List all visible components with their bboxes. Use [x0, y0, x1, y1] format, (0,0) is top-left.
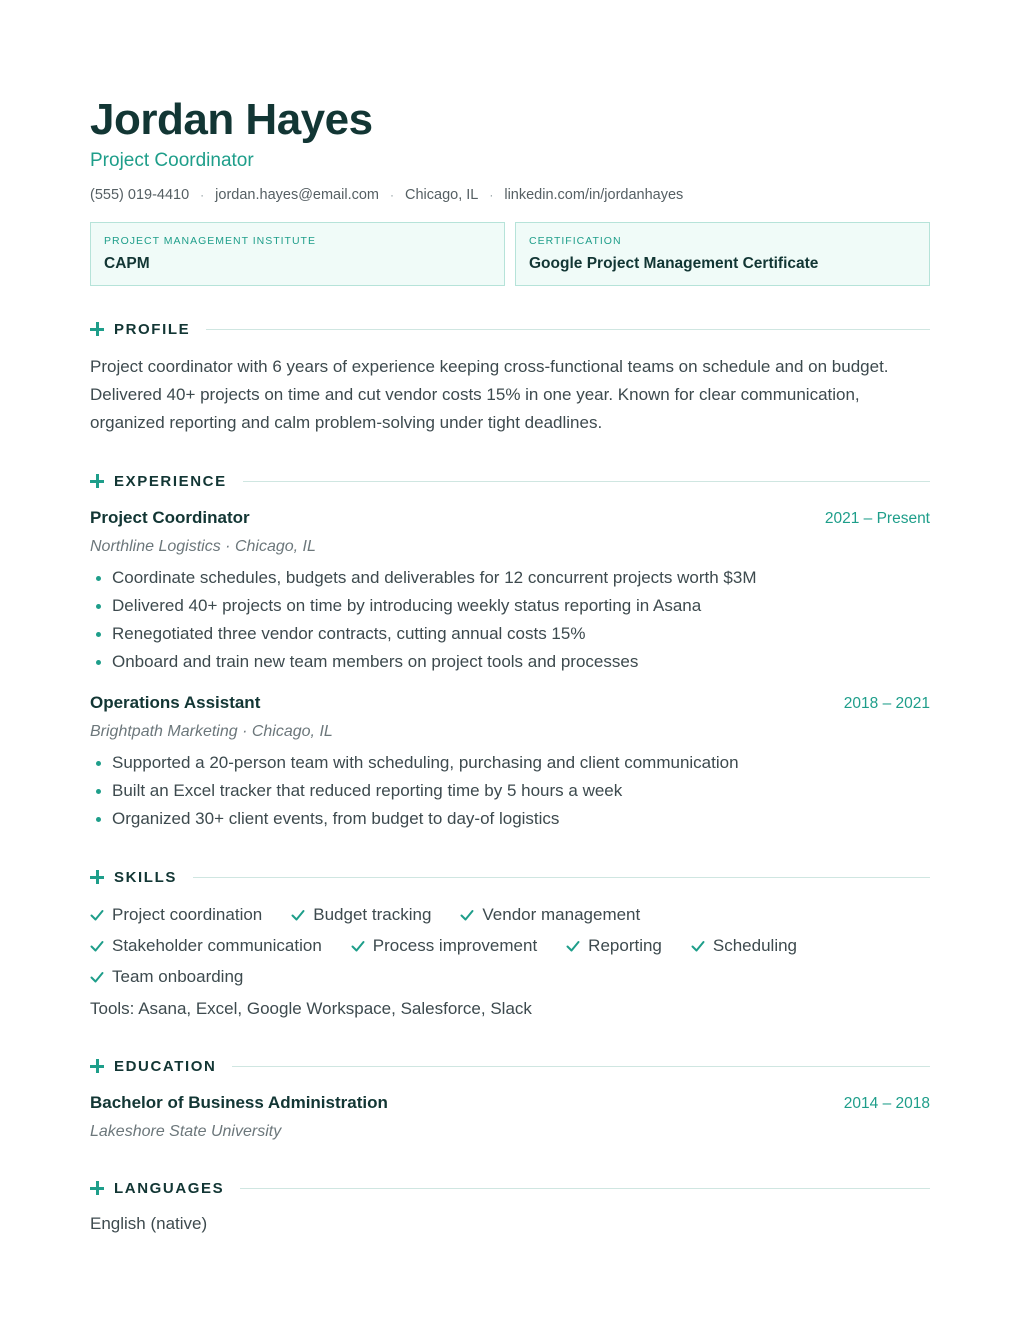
school-name: Lakeshore State University [90, 1123, 282, 1140]
section-title: LANGUAGES [114, 1179, 225, 1197]
skill-label: Process improvement [372, 936, 538, 955]
section-header-experience [90, 471, 930, 491]
section-divider [193, 877, 930, 878]
skill-label: Budget tracking [313, 905, 432, 924]
skill-item [90, 961, 243, 992]
contact-separator: · [390, 188, 394, 202]
job-title: Project Coordinator [90, 508, 250, 527]
job-bullet: Organized 30+ client events, from budget to day-of logistics [90, 805, 930, 833]
education-dates: 2014 – 2018 [843, 1095, 930, 1112]
check-icon [566, 939, 580, 953]
job-header [90, 506, 930, 531]
job-bullet: Delivered 40+ projects on time by introducing weekly status reporting in Asana [90, 592, 930, 620]
experience-entry [90, 691, 930, 833]
candidate-name: Jordan Hayes [90, 95, 373, 144]
credentials [90, 222, 930, 286]
job-organization: Brightpath Marketing · Chicago, IL [90, 723, 333, 740]
skill-label: Stakeholder communication [112, 936, 322, 955]
skill-label: Project coordination [112, 905, 263, 924]
education-entry [90, 1091, 930, 1144]
section-title: PROFILE [114, 320, 191, 338]
section-header-skills [90, 867, 930, 887]
experience-entry [90, 506, 930, 676]
job-title: Operations Assistant [90, 693, 261, 712]
education-header [90, 1091, 930, 1116]
job-bullets [90, 749, 930, 833]
check-icon [90, 939, 104, 953]
skill-label: Team onboarding [112, 967, 244, 986]
section-divider [243, 481, 930, 482]
check-icon [90, 908, 104, 922]
job-organization: Northline Logistics · Chicago, IL [90, 538, 316, 555]
section-header-profile [90, 319, 930, 339]
skill-item [566, 930, 662, 961]
skill-item [460, 899, 640, 930]
contact-email: jordan.hayes@email.com [215, 187, 379, 203]
candidate-role: Project Coordinator [90, 150, 254, 171]
skill-label: Reporting [588, 936, 662, 955]
contact-separator: · [200, 188, 205, 202]
section-title: SKILLS [114, 868, 177, 886]
skill-item [90, 930, 322, 961]
skill-label: Vendor management [482, 905, 641, 924]
check-icon [691, 939, 705, 953]
credential-value: Google Project Management Certificate [529, 255, 819, 272]
credential-label: PROJECT MANAGEMENT INSTITUTE [104, 235, 316, 247]
profile-summary: Project coordinator with 6 years of experience keeping cross-functional teams on schedule and on budget. Delivered 40+ projects on time and cut vendor costs 15% in one year. Known for clear communication, organized reporting and calm problem-solving under tight deadlines. [90, 357, 889, 432]
languages-text: English (native) [90, 1214, 208, 1233]
contact-location: Chicago, IL [405, 187, 479, 203]
check-icon [460, 908, 474, 922]
skill-label: Scheduling [712, 936, 798, 955]
job-dates: 2021 – Present [824, 510, 930, 527]
section-header-languages [90, 1178, 930, 1198]
job-bullet: Coordinate schedules, budgets and deliverables for 12 concurrent projects worth $3M [90, 564, 930, 592]
credential-card [90, 222, 505, 286]
contact-separator: · [489, 188, 494, 202]
job-header [90, 691, 930, 716]
tools-line: Tools: Asana, Excel, Google Workspace, Salesforce, Slack [90, 999, 532, 1018]
job-dates: 2018 – 2021 [843, 695, 930, 712]
section-divider [206, 329, 930, 330]
credential-value: CAPM [104, 255, 150, 272]
credential-card [515, 222, 930, 286]
plus-icon [90, 474, 104, 488]
plus-icon [90, 322, 104, 336]
plus-icon [90, 1059, 104, 1073]
section-title: EXPERIENCE [114, 472, 227, 490]
job-bullet: Onboard and train new team members on project tools and processes [90, 648, 930, 676]
credential-label: CERTIFICATION [529, 235, 622, 247]
job-bullet: Supported a 20-person team with scheduling, purchasing and client communication [90, 749, 930, 777]
skill-item [691, 930, 797, 961]
plus-icon [90, 870, 104, 884]
skill-item [351, 930, 537, 961]
contact-linkedin: linkedin.com/in/jordanhayes [504, 187, 684, 203]
plus-icon [90, 1181, 104, 1195]
check-icon [90, 970, 104, 984]
skills-list [90, 899, 870, 992]
check-icon [351, 939, 365, 953]
section-divider [240, 1188, 930, 1189]
degree-title: Bachelor of Business Administration [90, 1093, 388, 1112]
check-icon [291, 908, 305, 922]
contact-phone: (555) 019-4410 [90, 187, 190, 203]
contact-line [90, 185, 930, 205]
job-bullets [90, 564, 930, 676]
job-bullet: Renegotiated three vendor contracts, cutting annual costs 15% [90, 620, 930, 648]
skill-item [90, 899, 262, 930]
job-bullet: Built an Excel tracker that reduced reporting time by 5 hours a week [90, 777, 930, 805]
section-title: EDUCATION [114, 1057, 217, 1075]
section-divider [232, 1066, 930, 1067]
resume-content [90, 94, 930, 1237]
skill-item [291, 899, 431, 930]
section-header-education [90, 1056, 930, 1076]
